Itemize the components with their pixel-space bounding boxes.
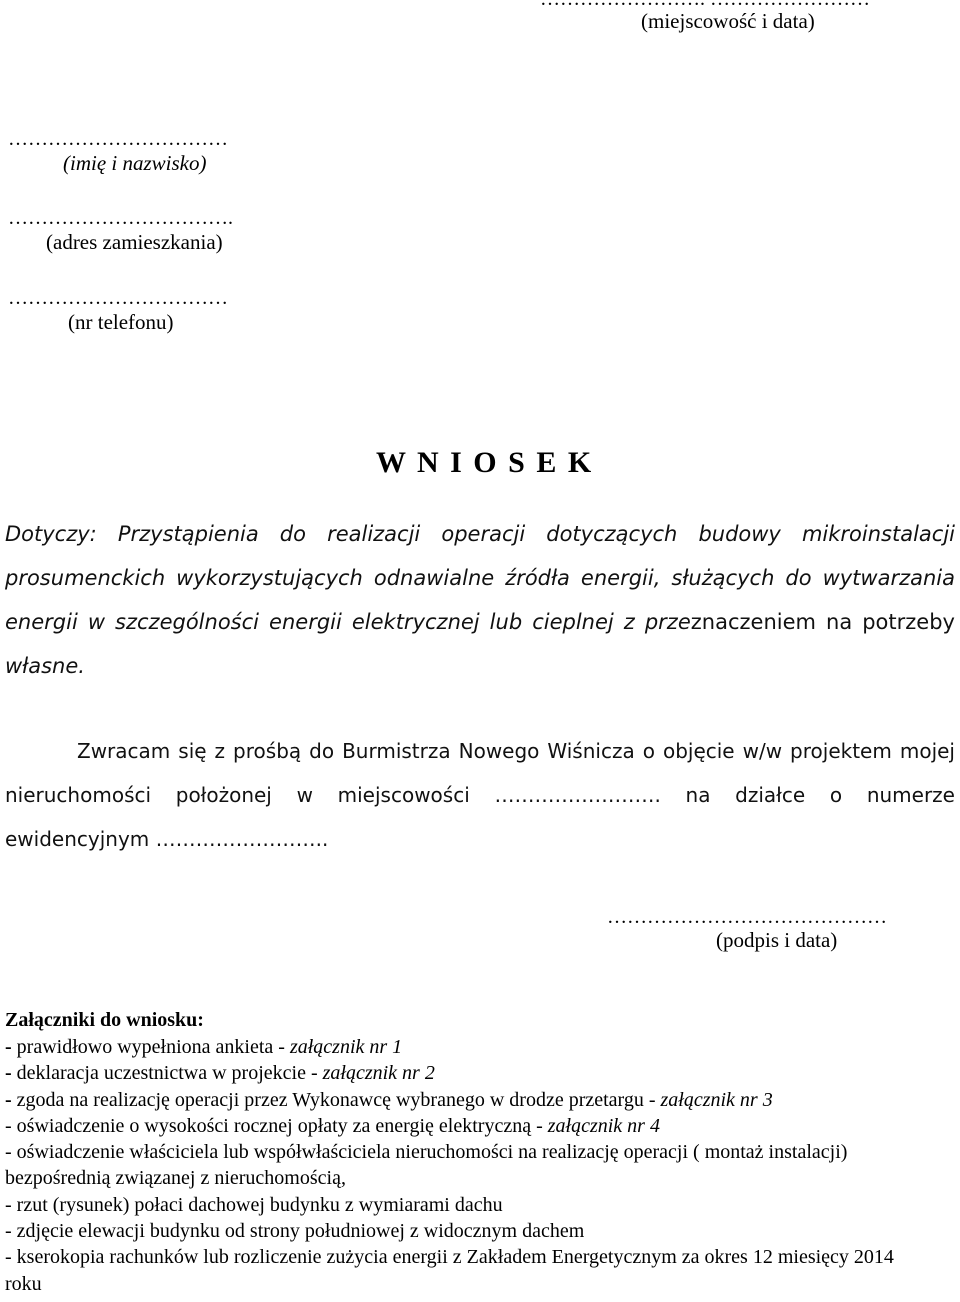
regarding-italic: Dotyczy: Przystąpienia do realizacji operacji dotyczących budowy mikroinstalacji prosumenckich wykorzystujących odnawialne źródła energii, służących do wytwarzania energii w szczególności energii elektrycznej lub cieplnej z prze — [5, 522, 955, 634]
list-item — [5, 1034, 955, 1060]
list-item — [5, 1113, 955, 1139]
list-dash: - — [5, 1062, 12, 1085]
phone-label: (nr telefonu) — [68, 310, 174, 334]
list-item — [5, 1139, 955, 1192]
address-label: (adres zamieszkania) — [46, 230, 223, 254]
attachments-heading: Załączniki do wniosku: — [5, 1009, 204, 1031]
list-item — [5, 1244, 905, 1297]
signature-label: (podpis i data) — [716, 928, 838, 952]
signature-dots: …………………………………… — [607, 906, 887, 928]
place-date-label: (miejscowość i data) — [641, 9, 815, 33]
list-text: kserokopia rachunków lub rozliczenie zużycia energii z Zakładem Energetycznym za okres 12 miesięcy 2014 roku — [5, 1246, 894, 1295]
list-ref: załącznik nr 1 — [289, 1036, 403, 1058]
list-item — [5, 1192, 955, 1218]
regarding-end: własne. — [5, 654, 85, 678]
list-dash: - — [5, 1193, 12, 1216]
list-ref: załącznik nr 4 — [547, 1114, 660, 1137]
list-text: zdjęcie elewacji budynku od strony południowej z widocznym dachem — [11, 1220, 585, 1243]
phone-dots: …………………………… — [8, 287, 228, 309]
regarding-paragraph — [5, 512, 955, 688]
document-title: W N I O S E K — [376, 446, 594, 479]
list-item — [5, 1087, 955, 1113]
list-text: zgoda na realizację operacji przez Wykonawcę wybranego w drodze przetargu - — [11, 1088, 661, 1111]
list-dash: - — [5, 1114, 12, 1137]
list-dash: - — [5, 1036, 12, 1058]
list-dash: - — [5, 1246, 12, 1269]
list-text: oświadczenie o wysokości rocznej opłaty za energię elektryczną - — [11, 1114, 548, 1137]
list-item — [5, 1218, 955, 1244]
name-label: (imię i nazwisko) — [63, 151, 207, 175]
request-text: Zwracam się z prośbą do Burmistrza Nowego Wiśnicza o objęcie w/w projektem mojej nieruchomości położonej w miejscowości ……………………. na działce o numerze ewidencyjnym …………………….. — [5, 739, 955, 851]
request-paragraph — [5, 729, 955, 861]
list-text: deklaracja uczestnictwa w projekcie - — [11, 1062, 323, 1085]
list-item — [5, 1060, 955, 1086]
regarding-plain: znaczeniem na potrzeby — [690, 610, 955, 634]
name-dots: …………………………… — [8, 128, 228, 150]
list-dash: - — [5, 1141, 12, 1164]
list-text: oświadczenie właściciela lub współwłaściciela nieruchomości na realizację operacji ( montaż instalacji) bezpośrednią związanej z nieruchomością, — [5, 1141, 848, 1190]
list-text: prawidłowo wypełniona ankieta - — [11, 1036, 290, 1058]
list-dash: - — [5, 1220, 12, 1243]
list-dash: - — [5, 1088, 12, 1111]
list-ref: załącznik nr 3 — [660, 1088, 773, 1111]
attachments-list — [5, 1034, 955, 1297]
list-text: rzut (rysunek) połaci dachowej budynku z wymiarami dachu — [11, 1193, 503, 1216]
list-ref: załącznik nr 2 — [322, 1062, 435, 1085]
address-dots: ……………………………. — [8, 207, 233, 229]
